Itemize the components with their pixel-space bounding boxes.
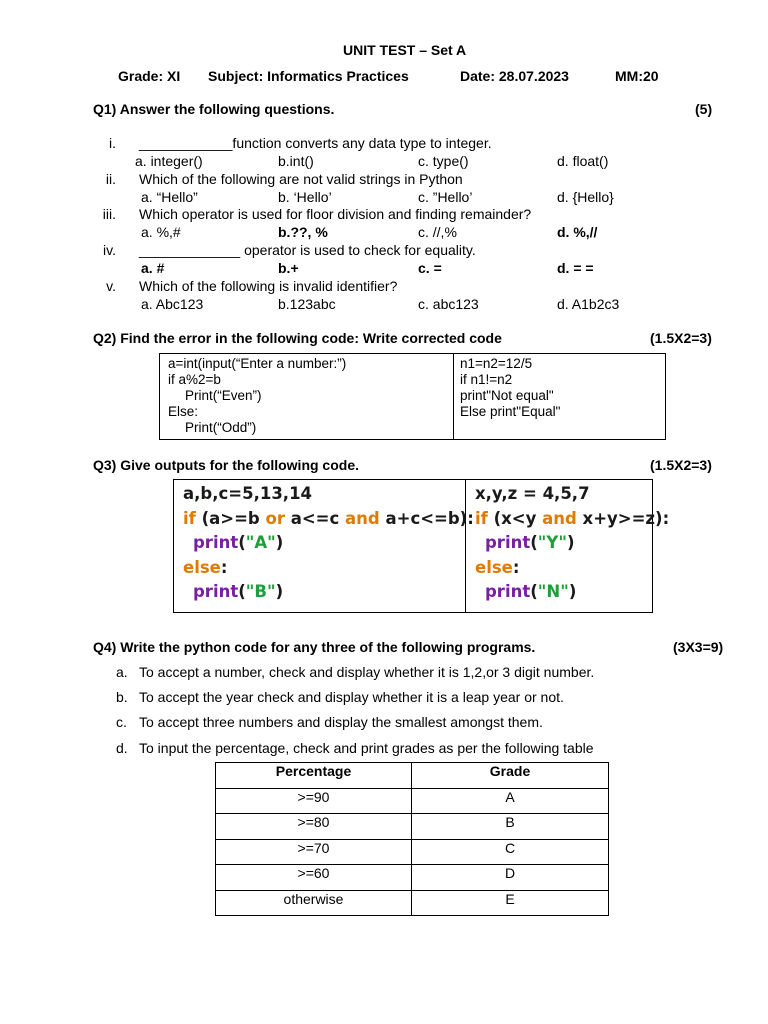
q1-item-question: Which of the following is invalid identifier? <box>139 278 398 294</box>
code-text: : <box>512 557 520 577</box>
code-line: if a%2=b <box>168 372 221 387</box>
q3-heading: Q3) Give outputs for the following code. <box>93 457 359 473</box>
q1-option: b.+ <box>278 260 299 276</box>
code-line: if n1!=n2 <box>460 372 513 387</box>
q2-left-code <box>168 356 346 436</box>
q1-option: d. = = <box>557 260 594 276</box>
q1-option: b.??, % <box>278 224 328 240</box>
code-text: x+y>=z): <box>576 508 670 528</box>
keyword-or: or <box>265 508 285 528</box>
code-text: ) <box>275 582 284 601</box>
code-text: a<=c <box>284 508 346 528</box>
keyword-and: and <box>542 508 577 528</box>
table-cell-percentage: >=60 <box>216 865 412 891</box>
q1-option: d. %,// <box>557 224 598 240</box>
q1-option: c. //,% <box>418 224 457 240</box>
table-cell-percentage: otherwise <box>216 890 412 916</box>
q4-item-text: To input the percentage, check and print grades as per the following table <box>139 740 594 756</box>
table-header-row <box>216 763 609 789</box>
table-cell-percentage: >=80 <box>216 814 412 840</box>
q1-option: a. integer() <box>135 153 203 169</box>
string-literal: "N" <box>537 582 569 601</box>
q2-code-table <box>159 353 666 440</box>
q1-heading: Q1) Answer the following questions. <box>93 101 335 117</box>
table-cell-grade: C <box>412 839 609 865</box>
q1-option: a. Abc123 <box>141 296 204 312</box>
table-row <box>216 814 609 840</box>
grade-table <box>215 762 609 916</box>
string-literal: "B" <box>245 582 276 601</box>
code-line: n1=n2=12/5 <box>460 356 533 371</box>
q1-item-question: ____________function converts any data type to integer. <box>139 135 492 151</box>
q4-item-letter: a. <box>116 664 128 680</box>
table-header-percentage: Percentage <box>216 763 412 789</box>
q4-heading: Q4) Write the python code for any three of the following programs. <box>93 639 536 655</box>
q1-option: c. type() <box>418 153 469 169</box>
code-line: print"Not equal" <box>460 388 554 403</box>
code-text: a+c<=b): <box>379 508 474 528</box>
q1-option: c. abc123 <box>418 296 479 312</box>
max-marks-label: MM:20 <box>615 68 659 84</box>
q2-right-code <box>460 356 560 420</box>
code-text: (a>=b <box>195 508 266 528</box>
test-title: UNIT TEST – Set A <box>343 42 467 58</box>
q4-item-text: To accept the year check and display whether it is a leap year or not. <box>139 689 564 705</box>
q2-column-divider <box>453 354 454 439</box>
q1-option: b.int() <box>278 153 314 169</box>
q1-option: b. ‘Hello’ <box>278 189 332 205</box>
table-cell-grade: D <box>412 865 609 891</box>
q1-option: c. ”Hello’ <box>418 189 473 205</box>
q1-marks: (5) <box>695 101 713 117</box>
grade-label: Grade: XI <box>118 68 181 84</box>
q4-marks: (3X3=9) <box>673 639 724 655</box>
keyword-if: if <box>183 508 196 528</box>
q3-code-image <box>173 479 670 613</box>
q1-item-number: iv. <box>103 242 116 258</box>
q1-option: d. {Hello} <box>557 189 614 205</box>
table-cell-grade: B <box>412 814 609 840</box>
code-text: ) <box>566 533 575 552</box>
q1-option: d. A1b2c3 <box>557 296 620 312</box>
code-line: a=int(input(“Enter a number:”) <box>168 356 347 371</box>
code-text: x,y,z = 4,5,7 <box>475 484 590 503</box>
q1-option: d. float() <box>557 153 609 169</box>
keyword-else: else <box>183 557 221 577</box>
table-row <box>216 890 609 916</box>
code-text: ) <box>275 533 284 552</box>
q1-item-number: iii. <box>102 206 116 222</box>
q4-item-letter: d. <box>116 740 128 756</box>
keyword-and: and <box>345 508 380 528</box>
q3-right-code <box>475 482 669 605</box>
q4-item-text: To accept three numbers and display the smallest amongst them. <box>139 714 543 730</box>
code-line: Else: <box>168 404 199 419</box>
q1-option: a. %,# <box>141 224 181 240</box>
q1-item-number: ii. <box>105 171 116 187</box>
q1-item-question: Which operator is used for floor division and finding remainder? <box>139 206 532 222</box>
q1-item-question: Which of the following are not valid strings in Python <box>139 171 463 187</box>
string-literal: "Y" <box>537 533 567 552</box>
q1-option: a. # <box>141 260 165 276</box>
code-text: ( <box>238 533 246 552</box>
q3-marks: (1.5X2=3) <box>650 457 712 473</box>
table-row <box>216 788 609 814</box>
date-label: Date: 28.07.2023 <box>460 68 569 84</box>
keyword-print: print <box>193 533 239 552</box>
q4-item-text: To accept a number, check and display whether it is 1,2,or 3 digit number. <box>139 664 595 680</box>
code-text: a,b,c=5,13,14 <box>183 484 313 503</box>
table-cell-grade: E <box>412 890 609 916</box>
keyword-print: print <box>193 582 239 601</box>
table-cell-grade: A <box>412 788 609 814</box>
keyword-else: else <box>475 557 513 577</box>
table-cell-percentage: >=90 <box>216 788 412 814</box>
code-line: Else print"Equal" <box>460 404 561 419</box>
q1-option: b.123abc <box>278 296 336 312</box>
code-text: ( <box>238 582 246 601</box>
q2-heading: Q2) Find the error in the following code: Write corrected code <box>93 330 502 346</box>
q2-marks: (1.5X2=3) <box>650 330 712 346</box>
code-text: ) <box>568 582 577 601</box>
string-literal: "A" <box>245 533 276 552</box>
code-text: ( <box>530 582 538 601</box>
subject-label: Subject: Informatics Practices <box>208 68 409 84</box>
q1-item-number: i. <box>109 135 116 151</box>
keyword-print: print <box>485 533 531 552</box>
table-cell-percentage: >=70 <box>216 839 412 865</box>
table-header-grade: Grade <box>412 763 609 789</box>
q1-option: c. = <box>418 260 442 276</box>
keyword-if: if <box>475 508 488 528</box>
code-text: : <box>220 557 228 577</box>
q1-option: a. “Hello” <box>141 189 198 205</box>
q1-item-question: _____________ operator is used to check for equality. <box>139 242 476 258</box>
code-text: ( <box>530 533 538 552</box>
code-line: Print(“Odd”) <box>185 420 257 435</box>
code-text: (x<y <box>487 508 543 528</box>
table-row <box>216 839 609 865</box>
q4-item-letter: b. <box>116 689 128 705</box>
q3-left-code <box>183 482 474 605</box>
q1-item-number: v. <box>106 278 116 294</box>
table-row <box>216 865 609 891</box>
code-line: Print(“Even”) <box>185 388 262 403</box>
q4-item-letter: c. <box>116 714 127 730</box>
keyword-print: print <box>485 582 531 601</box>
